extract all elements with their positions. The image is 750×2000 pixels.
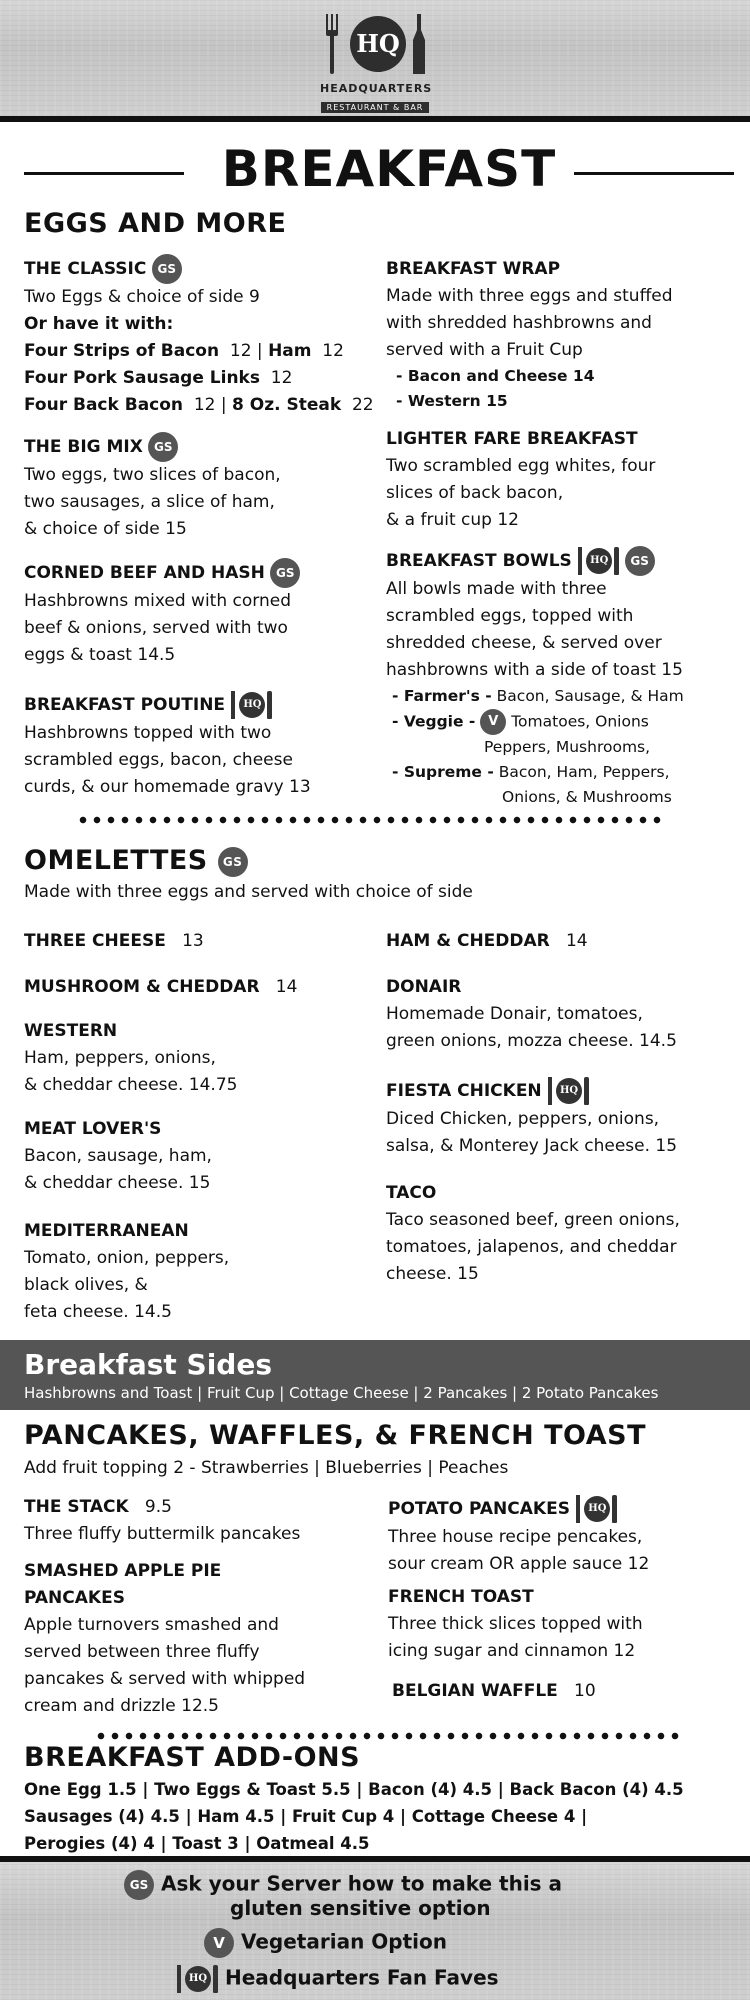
addons-line: Perogies (4) 4 | Toast 3 | Oatmeal 4.5 — [24, 1834, 370, 1853]
menu-item-meat-lovers — [24, 1116, 212, 1197]
item-description: Two scrambled egg whites, four — [386, 456, 656, 476]
option-price: 12 | — [229, 341, 263, 361]
item-description: eggs & toast 14.5 — [24, 645, 176, 665]
item-description: cream and drizzle 12.5 — [24, 1696, 219, 1716]
item-description: Three house recipe pencakes, — [388, 1527, 643, 1547]
page-title: BREAKFAST — [221, 140, 557, 198]
bowl-option-farmers — [386, 684, 746, 709]
item-description: Two Eggs & choice of side 9 — [24, 287, 260, 307]
logo-mark: HQ — [350, 16, 406, 72]
item-description: hashbrowns with a side of toast 15 — [386, 660, 683, 680]
legend-text-line2: gluten sensitive option — [230, 1896, 491, 1920]
item-name: BREAKFAST WRAP — [386, 259, 561, 279]
option-name: Four Back Bacon — [24, 395, 184, 415]
option-description: Bacon, Sausage, & Ham — [496, 687, 684, 705]
option-description: Onions, & Mushrooms — [502, 788, 672, 806]
menu-item-belgian-waffle — [392, 1678, 596, 1705]
menu-item-western — [24, 1018, 237, 1099]
item-description: scrambled eggs, bacon, cheese — [24, 750, 293, 770]
item-description: black olives, & — [24, 1275, 148, 1295]
item-name: CORNED BEEF AND HASH — [24, 563, 265, 583]
legend-vegetarian — [204, 1928, 447, 1958]
item-description: pancakes & served with whipped — [24, 1669, 306, 1689]
menu-item-taco — [386, 1180, 746, 1288]
breakfast-sides-banner — [0, 1340, 750, 1410]
bottle-icon — [412, 14, 426, 74]
bowl-option-veggie — [386, 709, 746, 735]
item-description: two sausages, a slice of ham, — [24, 492, 275, 512]
menu-item-three-cheese — [24, 928, 204, 955]
item-description: Ham, peppers, onions, — [24, 1048, 216, 1068]
fan-fave-mark: HQ — [185, 1966, 211, 1992]
option-description: Bacon, Ham, Peppers, — [498, 763, 670, 781]
item-price: 14 — [275, 977, 298, 997]
fan-fave-icon: HQ — [577, 546, 619, 576]
sides-list: Hashbrowns and Toast | Fruit Cup | Cottage Cheese | 2 Pancakes | 2 Potato Pancakes — [24, 1384, 659, 1402]
addons-list — [24, 1776, 744, 1857]
section-subtitle-omelettes: Made with three eggs and served with choice of side — [24, 882, 473, 902]
vegetarian-icon: V — [204, 1928, 234, 1958]
item-description: All bowls made with three — [386, 579, 607, 599]
item-name: TACO — [386, 1183, 437, 1203]
item-name: MEAT LOVER'S — [24, 1119, 162, 1139]
item-description: Apple turnovers smashed and — [24, 1615, 279, 1635]
item-option: - Bacon and Cheese 14 — [396, 367, 595, 385]
fan-fave-icon: HQ — [575, 1494, 617, 1524]
item-description: with shredded hashbrowns and — [386, 313, 652, 333]
option-description: Peppers, Mushrooms, — [484, 738, 651, 756]
item-name: FRENCH TOAST — [388, 1587, 534, 1607]
item-name: BREAKFAST POUTINE — [24, 695, 226, 715]
item-description: Hashbrowns mixed with corned — [24, 591, 291, 611]
menu-item-the-classic — [24, 254, 384, 419]
menu-item-breakfast-bowls — [386, 546, 746, 810]
item-description: green onions, mozza cheese. 14.5 — [386, 1031, 677, 1051]
legend-text: Headquarters Fan Faves — [224, 1965, 499, 1990]
legend-text: Vegetarian Option — [240, 1929, 447, 1954]
item-name: FIESTA CHICKEN — [386, 1081, 542, 1101]
restaurant-logo[interactable] — [320, 14, 433, 114]
item-description: Homemade Donair, tomatoes, — [386, 1004, 643, 1024]
item-description: Two eggs, two slices of bacon, — [24, 465, 281, 485]
menu-item-ham-cheddar — [386, 928, 588, 955]
item-description: slices of back bacon, — [386, 483, 564, 503]
logo-name: HEADQUARTERS — [320, 82, 433, 95]
item-name: MEDITERRANEAN — [24, 1221, 189, 1241]
item-name: THE STACK — [24, 1497, 129, 1517]
addons-line: Sausages (4) 4.5 | Ham 4.5 | Fruit Cup 4 | Cottage Cheese 4 | — [24, 1807, 588, 1826]
gluten-sensitive-icon: GS — [270, 558, 300, 588]
option-description: Tomatoes, Onions — [511, 712, 649, 731]
menu-item-breakfast-wrap — [386, 256, 736, 414]
item-name: THE BIG MIX — [24, 437, 143, 457]
sides-title: Breakfast Sides — [24, 1348, 272, 1381]
gluten-sensitive-icon: GS — [152, 254, 182, 284]
legend-text: Ask your Server how to make this a — [160, 1871, 563, 1896]
item-price: 13 — [182, 931, 204, 951]
bowl-option-supreme — [386, 760, 746, 785]
dotted-divider — [76, 816, 666, 824]
item-description: scrambled eggs, topped with — [386, 606, 634, 626]
option-name: - Veggie - — [392, 712, 476, 731]
item-description: salsa, & Monterey Jack cheese. 15 — [386, 1136, 678, 1156]
fork-icon — [326, 14, 338, 74]
item-description: served between three fluffy — [24, 1642, 260, 1662]
addons-line: One Egg 1.5 | Two Eggs & Toast 5.5 | Bacon (4) 4.5 | Back Bacon (4) 4.5 — [24, 1780, 684, 1799]
gluten-sensitive-icon: GS — [625, 546, 655, 576]
legend-fan-faves — [176, 1964, 499, 1994]
item-option: - Western 15 — [396, 392, 508, 410]
header-banner — [0, 0, 750, 122]
item-description: & a fruit cup 12 — [386, 510, 519, 530]
item-name: THREE CHEESE — [24, 931, 166, 951]
item-name: POTATO PANCAKES — [388, 1499, 570, 1519]
item-description: curds, & our homemade gravy 13 — [24, 777, 311, 797]
option-price: 12 — [270, 368, 293, 388]
menu-item-corned-beef-hash — [24, 558, 384, 669]
item-description: shredded cheese, & served over — [386, 633, 662, 653]
vegetarian-icon: V — [480, 709, 506, 735]
item-description: tomatoes, jalapenos, and cheddar — [386, 1237, 677, 1257]
item-description: icing sugar and cinnamon 12 — [388, 1641, 636, 1661]
item-description: sour cream OR apple sauce 12 — [388, 1554, 650, 1574]
item-description: beef & onions, served with two — [24, 618, 288, 638]
heading-text: OMELETTES — [24, 845, 208, 876]
menu-item-smashed-apple-pie — [24, 1558, 384, 1720]
item-description: Three fluffy buttermilk pancakes — [24, 1524, 301, 1544]
fan-fave-icon: HQ — [547, 1076, 589, 1106]
option-name: Ham — [268, 341, 312, 361]
item-options-label: Or have it with: — [24, 314, 174, 334]
item-description: & cheddar cheese. 14.75 — [24, 1075, 238, 1095]
section-heading-eggs: EGGS AND MORE — [24, 208, 287, 239]
item-description: Taco seasoned beef, green onions, — [386, 1210, 680, 1230]
menu-item-the-stack — [24, 1494, 384, 1548]
logo-emblem — [320, 14, 430, 82]
item-name: BREAKFAST BOWLS — [386, 551, 572, 571]
menu-item-lighter-fare — [386, 426, 736, 534]
item-name: WESTERN — [24, 1021, 118, 1041]
legend-footer — [0, 1856, 750, 2000]
gluten-sensitive-icon: GS — [124, 1870, 154, 1900]
logo-subtitle: RESTAURANT & BAR — [321, 102, 430, 113]
option-name: Four Pork Sausage Links — [24, 368, 260, 388]
item-description: Tomato, onion, peppers, — [24, 1248, 230, 1268]
fan-fave-icon: HQ — [230, 690, 272, 720]
item-name: BELGIAN WAFFLE — [392, 1681, 558, 1701]
item-description: Made with three eggs and stuffed — [386, 286, 673, 306]
menu-item-breakfast-poutine — [24, 690, 384, 801]
item-price: 10 — [574, 1681, 596, 1701]
menu-item-fiesta-chicken — [386, 1076, 746, 1160]
item-description: & choice of side 15 — [24, 519, 187, 539]
fan-fave-icon — [176, 1964, 218, 1994]
section-heading-addons: BREAKFAST ADD-ONS — [24, 1742, 361, 1773]
option-name: 8 Oz. Steak — [232, 395, 342, 415]
section-heading-omelettes — [24, 845, 248, 877]
item-description: Diced Chicken, peppers, onions, — [386, 1109, 660, 1129]
item-price: 14 — [565, 931, 588, 951]
item-description: served with a Fruit Cup — [386, 340, 583, 360]
menu-item-mushroom-cheddar — [24, 974, 297, 1001]
item-description: Hashbrowns topped with two — [24, 723, 272, 743]
dotted-divider — [94, 1732, 684, 1740]
menu-item-potato-pancakes — [388, 1494, 744, 1578]
item-description: Bacon, sausage, ham, — [24, 1146, 212, 1166]
option-name: - Farmer's - — [392, 687, 492, 705]
menu-item-donair — [386, 974, 746, 1055]
item-description: & cheddar cheese. 15 — [24, 1173, 211, 1193]
item-description: feta cheese. 14.5 — [24, 1302, 172, 1322]
item-name: HAM & CHEDDAR — [386, 931, 550, 951]
item-description: cheese. 15 — [386, 1264, 479, 1284]
section-subtitle-pancakes: Add fruit topping 2 - Strawberries | Blueberries | Peaches — [24, 1458, 509, 1478]
item-price: 9.5 — [144, 1497, 172, 1517]
item-name: LIGHTER FARE BREAKFAST — [386, 429, 638, 449]
title-rule-right — [574, 172, 734, 175]
menu-item-french-toast — [388, 1584, 744, 1665]
option-price: 12 | — [193, 395, 227, 415]
item-name: SMASHED APPLE PIE — [24, 1561, 222, 1581]
item-name: PANCAKES — [24, 1588, 125, 1608]
option-price: 12 — [322, 341, 344, 361]
option-name: Four Strips of Bacon — [24, 341, 220, 361]
item-name: THE CLASSIC — [24, 259, 147, 279]
menu-item-the-big-mix — [24, 432, 384, 543]
item-description: Three thick slices topped with — [388, 1614, 643, 1634]
gluten-sensitive-icon: GS — [218, 847, 248, 877]
gluten-sensitive-icon: GS — [148, 432, 178, 462]
item-name: DONAIR — [386, 977, 462, 997]
menu-title-block — [24, 140, 734, 202]
section-heading-pancakes: PANCAKES, WAFFLES, & FRENCH TOAST — [24, 1420, 647, 1451]
item-name: MUSHROOM & CHEDDAR — [24, 977, 260, 997]
title-rule-left — [24, 172, 184, 175]
option-name: - Supreme - — [392, 763, 494, 781]
menu-item-mediterranean — [24, 1218, 229, 1326]
option-price: 22 — [351, 395, 374, 415]
